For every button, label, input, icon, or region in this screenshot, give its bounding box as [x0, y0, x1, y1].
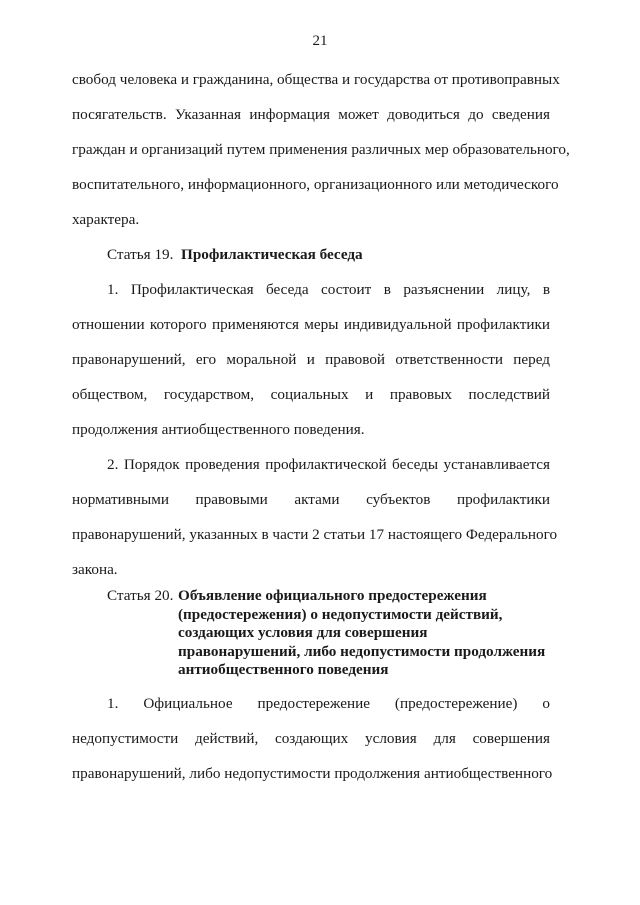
- text-line: характера.: [72, 211, 140, 228]
- article-19-heading: [107, 245, 363, 265]
- text-line: правонарушений, его моральной и правовой ответственности перед: [72, 351, 550, 368]
- title-line: (предостережения) о недопустимости действий,: [178, 605, 503, 623]
- text-line: 1. Профилактическая беседа состоит в разъяснении лицу, в: [107, 281, 550, 298]
- title-line: создающих условия для совершения: [178, 624, 428, 641]
- text-line: посягательств. Указанная информация может доводиться до сведения: [72, 106, 550, 123]
- text-line: 2. Порядок проведения профилактической беседы устанавливается: [107, 456, 550, 473]
- text-line: 1. Официальное предостережение (предостережение) о: [107, 695, 550, 712]
- text-line: правонарушений, указанных в части 2 статьи 17 настоящего Федерального: [72, 526, 558, 543]
- title-line: Объявление официального предостережения: [178, 587, 487, 604]
- title-line: антиобщественного поведения: [178, 661, 389, 678]
- text-line: свобод человека и гражданина, общества и государства от противоправных: [72, 71, 560, 88]
- text-line: закона.: [72, 561, 118, 578]
- text-line: граждан и организаций путем применения различных мер образовательного,: [72, 141, 570, 158]
- text-line: отношении которого применяются меры индивидуальной профилактики: [72, 316, 550, 333]
- text-line: продолжения антиобщественного поведения.: [72, 421, 365, 438]
- article-19-title: Профилактическая беседа: [181, 246, 363, 263]
- text-line: недопустимости действий, создающих условия для совершения: [72, 730, 550, 747]
- text-line: воспитательного, информационного, организационного или методического: [72, 176, 559, 193]
- page-number: 21: [312, 33, 328, 49]
- text-line: обществом, государством, социальных и правовых последствий: [72, 386, 550, 403]
- article-19-label: Статья 19.: [107, 246, 174, 263]
- title-line: правонарушений, либо недопустимости продолжения: [178, 642, 546, 660]
- text-line: нормативными правовыми актами субъектов профилактики: [72, 491, 550, 508]
- text-line: правонарушений, либо недопустимости продолжения антиобщественного: [72, 765, 553, 782]
- article-20-label: Статья 20.: [107, 587, 174, 604]
- article-20-title: [178, 587, 545, 680]
